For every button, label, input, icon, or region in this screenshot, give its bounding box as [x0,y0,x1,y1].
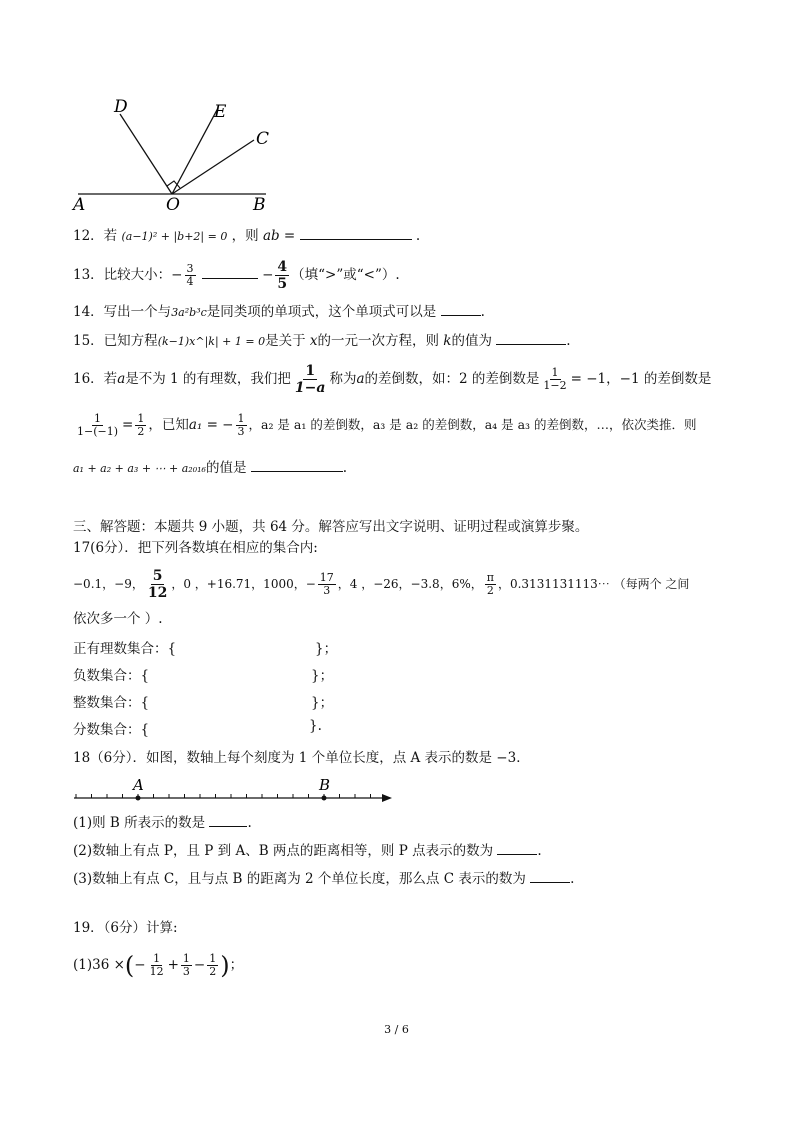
set-integer-close: }； [311,695,334,711]
question-16-line3: a₁ + a₂ + a₃ + ⋯ + a₂₀₁₆的值是 . [73,457,347,479]
q15-equation: (k−1)x^|k| + 1 = 0 [157,335,266,348]
answer-blank-18-3[interactable] [530,868,570,883]
fraction-1-2-b: $\frac{1}{2}$ [209,952,217,978]
page-number: 3 / 6 [384,1023,409,1036]
question-14: 14．写出一个与3a²b³c是同类项的单项式，这个单项式可以是 . [73,301,485,323]
fraction-5-12: $\frac{5}{12}$ [147,568,168,601]
question-17-title: 17(6分）．把下列各数填在相应的集合内: [73,540,318,556]
label-D: D [114,97,128,117]
point-A [136,796,141,801]
question-19-title: 19．（6分）计算: [73,920,178,936]
fraction-pi-2: $\frac{\pi}{2}$ [486,571,494,597]
set-fraction: 分数集合：{ }. [73,718,322,738]
q16-sum: a₁ + a₂ + a₃ + ⋯ + a₂₀₁₆ [73,462,206,475]
answer-blank-12[interactable] [300,225,412,240]
angle-figure [70,92,290,212]
fraction-1-over-1-minus-2: $\frac{1}{1-2}$ [543,366,567,392]
label-C: C [256,129,270,149]
fraction-1-12: $\frac{1}{12}$ [149,952,164,978]
question-18-title: 18（6分）．如图，数轴上每个刻度为 1 个单位长度，点 A 表示的数是 −3． [73,750,530,766]
question-18-part3: (3)数轴上有点 C，且与点 B 的距离为 2 个单位长度，那么点 C 表示的数为 . [73,868,574,889]
q14-term: 3a²b³c [171,306,207,319]
fraction-1-over-1-minus-neg1: $\frac{1}{1-(-1)}$ [77,412,119,438]
set-negative-close: }； [311,668,334,684]
answer-blank-14[interactable] [441,301,481,316]
question-18-part1: (1)则 B 所表示的数是 . [73,812,252,833]
number-line [70,776,400,808]
question-18-part2: (2)数轴上有点 P，且 P 到 A、B 两点的距离相等，则 P 点表示的数为 . [73,840,542,861]
fraction-4-5: $\frac{4}{5}$ [277,259,288,292]
label-E: E [214,102,227,122]
fraction-3-4: $\frac{3}{4}$ [186,262,194,288]
fraction-1-2: $\frac{1}{2}$ [137,412,145,438]
answer-blank-15[interactable] [496,330,566,345]
label-point-B: B [319,776,331,794]
point-B [322,796,327,801]
set-positive-rational-close: }； [315,641,338,657]
label-O: O [166,195,180,212]
answer-blank-18-2[interactable] [497,840,537,855]
set-integer: 整数集合：{ }； [73,691,149,711]
question-12: 12．若 (a−1)² + |b+2| = 0 ，则 ab = . [73,225,420,247]
answer-blank-16[interactable] [251,457,343,472]
question-17-numbers: −0.1，−9， $\frac{5}{12}$ ，0 ，+16.71，1000，− $\frac{17}{3}$ ，4 ，−26，−3.8，6%， $\frac{\pi}{2}$ ，0.3131131113⋯ （每两个 之间 [73,568,690,601]
fraction-17-3: $\frac{17}{3}$ [319,571,334,597]
label-B: B [253,195,266,212]
section-3-title: 三、解答题：本题共 9 小题，共 64 分。解答应写出文字说明、证明过程或演算步聚。 [73,519,589,535]
set-negative: 负数集合：{ }； [73,664,149,684]
set-positive-rational: 正有理数集合：{ }； [73,637,176,657]
label-point-A: A [133,776,144,794]
question-19-part1: (1)36 ×(− $\frac{1}{12}$ + $\frac{1}{3}$ − $\frac{1}{2}$ )； [73,951,244,980]
question-17-line2: 依次多一个 ）. [73,611,163,627]
fraction-1-over-1-minus-a: $\frac{1}{1-a}$ [294,363,326,396]
fraction-1-3: $\frac{1}{3}$ [237,412,245,438]
answer-blank-18-1[interactable] [209,812,247,827]
answer-blank-13[interactable] [202,264,258,279]
question-15: 15．已知方程(k−1)x^|k| + 1 = 0是关于 x的一元一次方程，则 k的值为 . [73,330,571,352]
label-A: A [73,195,86,212]
set-fraction-close: }. [309,718,322,734]
q12-expression: (a−1)² + |b+2| = 0 [121,230,228,243]
question-16-line1: 16．若a是不为 1 的有理数，我们把 $\frac{1}{1-a}$ 称为a的差倒数，如：2 的差倒数是 $\frac{1}{1-2}$ = −1，−1 的差倒数是 [73,363,712,396]
question-13: 13．比较大小：− $\frac{3}{4}$ − $\frac{4}{5}$ （填“>”或“<”）. [73,259,400,292]
fraction-1-3-b: $\frac{1}{3}$ [182,952,190,978]
question-16-line2: $\frac{1}{1-(-1)}$ = $\frac{1}{2}$ ，已知a₁ = − $\frac{1}{3}$ ，a₂ 是 a₁ 的差倒数，a₃ 是 a₂ 的差倒数，a₄ 是 a₃ 的差倒数，…，依次类推．则 [77,412,697,438]
